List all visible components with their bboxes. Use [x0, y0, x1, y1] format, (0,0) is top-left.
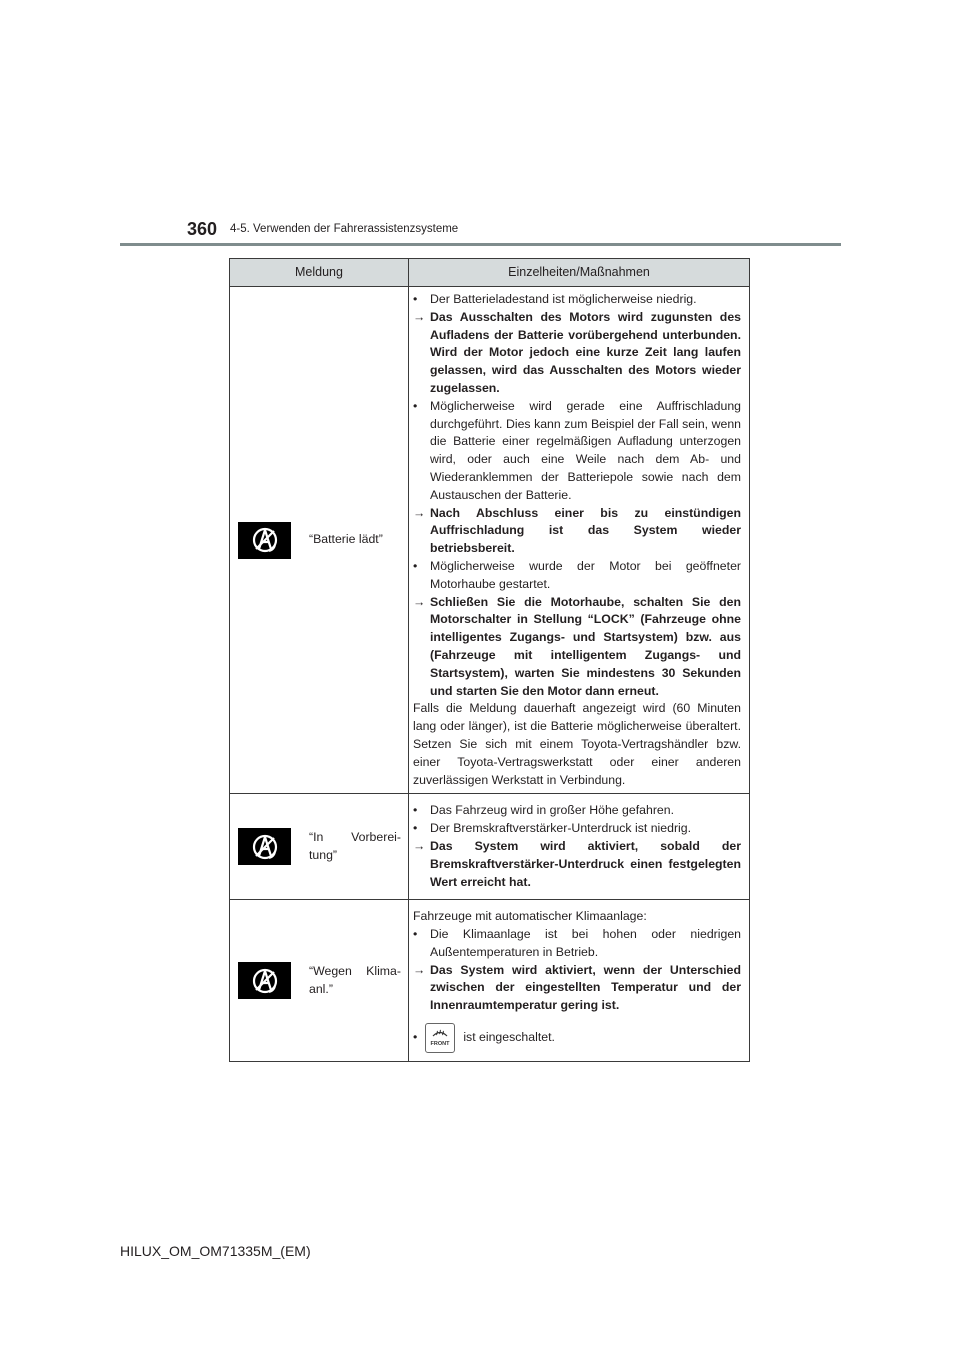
- stop-start-off-icon: [238, 828, 291, 865]
- page-number: 360: [187, 219, 218, 239]
- message-text: “In Vorberei- tung”: [309, 830, 401, 862]
- message-cell: [230, 900, 409, 1062]
- front-defroster-item: [413, 1023, 741, 1053]
- cause-item: • Möglicherweise wird gerade eine Auffrischladung durchgeführt. Dies kann zum Beispiel der Fall sein, wenn die Batterie einer regelmäßigen Aufladung unterzogen wird, oder auch eine Weile nach dem Ab- und Wiederanklemmen der Batteriepole sowie nach dem Austauschen der Batterie.: [413, 398, 741, 502]
- message-text: “Batterie lädt”: [309, 532, 383, 547]
- message-text: “Wegen Klima- anl.”: [309, 963, 401, 996]
- cause-item: • Möglicherweise wurde der Motor bei geöffneter Motorhaube gestartet.: [413, 558, 741, 591]
- cause-item: • Die Klimaanlage ist bei hohen oder niedrigen Außentemperaturen in Betrieb.: [413, 927, 741, 959]
- document-code: HILUX_OM_OM71335M_(EM): [120, 1243, 311, 1259]
- table-header-row: [230, 259, 750, 287]
- intro-text: Fahrzeuge mit automatischer Klimaanlage:: [413, 909, 647, 924]
- cause-item: • Der Bremskraftverstärker-Unterdruck ist niedrig.: [413, 821, 692, 836]
- action-item: → Nach Abschluss einer bis zu einstündigen Auffrischladung ist das System wieder betriebsbereit.: [413, 505, 741, 556]
- message-table: [229, 258, 750, 1062]
- action-item: → Das System wird aktiviert, sobald der Bremskraftverstärker-Unterdruck einen festgelegten Wert erreicht hat.: [413, 838, 741, 889]
- front-defroster-icon: [425, 1023, 455, 1053]
- bullet: •: [413, 1030, 418, 1045]
- cause-item: • Das Fahrzeug wird in großer Höhe gefahren.: [413, 803, 675, 818]
- action-item: → Schließen Sie die Motorhaube, schalten Sie den Motorschalter in Stellung “LOCK” (Fahrzeuge ohne intelligentes Zugangs- und Startsystem) bzw. aus (Fahrzeuge mit intelligentem Zugangs- und Startsystem), warten Sie mindestens 30 Sekunden und starten Sie den Motor dann erneut.: [413, 594, 741, 698]
- note-text: Falls die Meldung dauerhaft angezeigt wird (60 Minuten lang oder länger), ist die Batterie möglicherweise überaltert. Setzen Sie sich mit einem Toyota-Vertragshändler bzw. einer Toyota-Vertragswerkstatt oder einer anderen zuverlässigen Werkstatt in Verbindung.: [413, 701, 741, 787]
- message-cell: [230, 287, 409, 794]
- table-row: [230, 794, 750, 900]
- column-header-details: Einzelheiten/Maßnahmen: [409, 259, 750, 287]
- stop-start-off-icon: [238, 962, 291, 999]
- section-title: 4-5. Verwenden der Fahrerassistenzsysteme: [230, 223, 459, 235]
- details-cell: [409, 794, 750, 900]
- action-item: → Das Ausschalten des Motors wird zugunsten des Aufladens der Batterie vorübergehend unterbunden. Wird der Motor jedoch eine kurze Zeit lang laufen gelassen, wird das Ausschalten des Motors wieder zugelassen.: [413, 309, 741, 395]
- message-cell: [230, 794, 409, 900]
- table-row: [230, 287, 750, 794]
- column-header-message: Meldung: [230, 259, 409, 287]
- cause-item: • Der Batterieladestand ist möglicherweise niedrig.: [413, 292, 697, 306]
- header-divider: [120, 243, 841, 246]
- stop-start-off-icon: [238, 522, 291, 559]
- front-defroster-text: ist eingeschaltet.: [463, 1030, 555, 1045]
- details-cell: [409, 287, 750, 794]
- front-icon-label: FRONT: [430, 1041, 450, 1048]
- action-item: → Das System wird aktiviert, wenn der Unterschied zwischen der eingestellten Temperatur und der Innenraumtemperatur gering ist.: [413, 962, 741, 1013]
- table-row: [230, 900, 750, 1062]
- details-cell: [409, 900, 750, 1062]
